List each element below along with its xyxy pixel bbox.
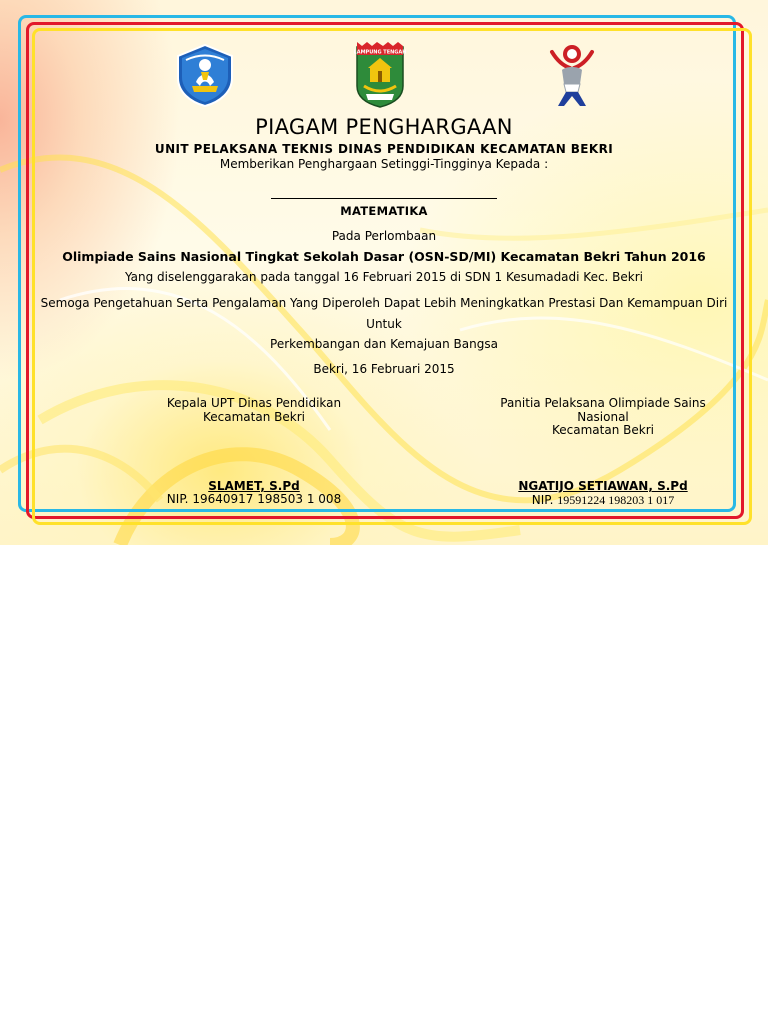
- certificate-title: PIAGAM PENGHARGAAN: [255, 115, 513, 139]
- event-info-text: Yang diselenggarakan pada tanggal 16 Februari 2015 di SDN 1 Kesumadadi Kec. Bekri: [124, 270, 644, 284]
- wish-text-line-3: Perkembangan dan Kemajuan Bangsa: [270, 337, 498, 351]
- right-nip-label: NIP.: [531, 493, 554, 507]
- wish-text-line-1: Semoga Pengetahuan Serta Pengalaman Yang Diperoleh Dapat Lebih Meningkatkan Prestasi Dan Kemampuan Diri: [40, 296, 728, 310]
- right-signer-title-line-3: Kecamatan Bekri: [552, 423, 654, 437]
- wish-text-line-2: Untuk: [366, 317, 402, 331]
- left-signer-title-line-1: Kepala UPT Dinas Pendidikan: [166, 396, 342, 410]
- recipient-name-line: [271, 198, 497, 199]
- right-signer-title: [488, 397, 718, 438]
- place-and-date: Bekri, 16 Februari 2015: [313, 362, 455, 376]
- right-signer-name: NGATIJO SETIAWAN, S.Pd: [518, 479, 688, 493]
- left-signer-nip: [134, 492, 374, 506]
- right-nip-number: 19591224 198203 1 017: [557, 493, 675, 507]
- left-signer-title: [144, 397, 364, 424]
- left-signer-title-line-2: Kecamatan Bekri: [203, 409, 305, 424]
- osn-logo: [548, 40, 596, 108]
- svg-text:LAMPUNG TENGAH: LAMPUNG TENGAH: [354, 49, 406, 56]
- lampung-tengah-crest: [354, 40, 406, 108]
- left-signer-name: SLAMET, S.Pd: [208, 479, 300, 493]
- right-signer-title-line-2: Nasional: [577, 409, 629, 424]
- left-nip-number: 19640917 198503 1 008: [192, 492, 342, 506]
- competition-name: Olimpiade Sains Nasional Tingkat Sekolah Dasar (OSN-SD/MI) Kecamatan Bekri Tahun 2016: [62, 249, 706, 264]
- subject-field: MATEMATIKA: [340, 204, 428, 218]
- issuing-institution: UNIT PELAKSANA TEKNIS DINAS PENDIDIKAN KECAMATAN BEKRI: [154, 142, 614, 156]
- right-signer-nip: [488, 493, 718, 508]
- right-signer-title-line-1: Panitia Pelaksana Olimpiade Sains: [500, 396, 706, 410]
- competition-intro-text: Pada Perlombaan: [331, 229, 437, 243]
- tut-wuri-handayani-logo: [172, 42, 238, 108]
- award-intro-text: Memberikan Penghargaan Setinggi-Tingginya Kepada :: [219, 157, 549, 171]
- left-nip-label: NIP.: [166, 492, 189, 506]
